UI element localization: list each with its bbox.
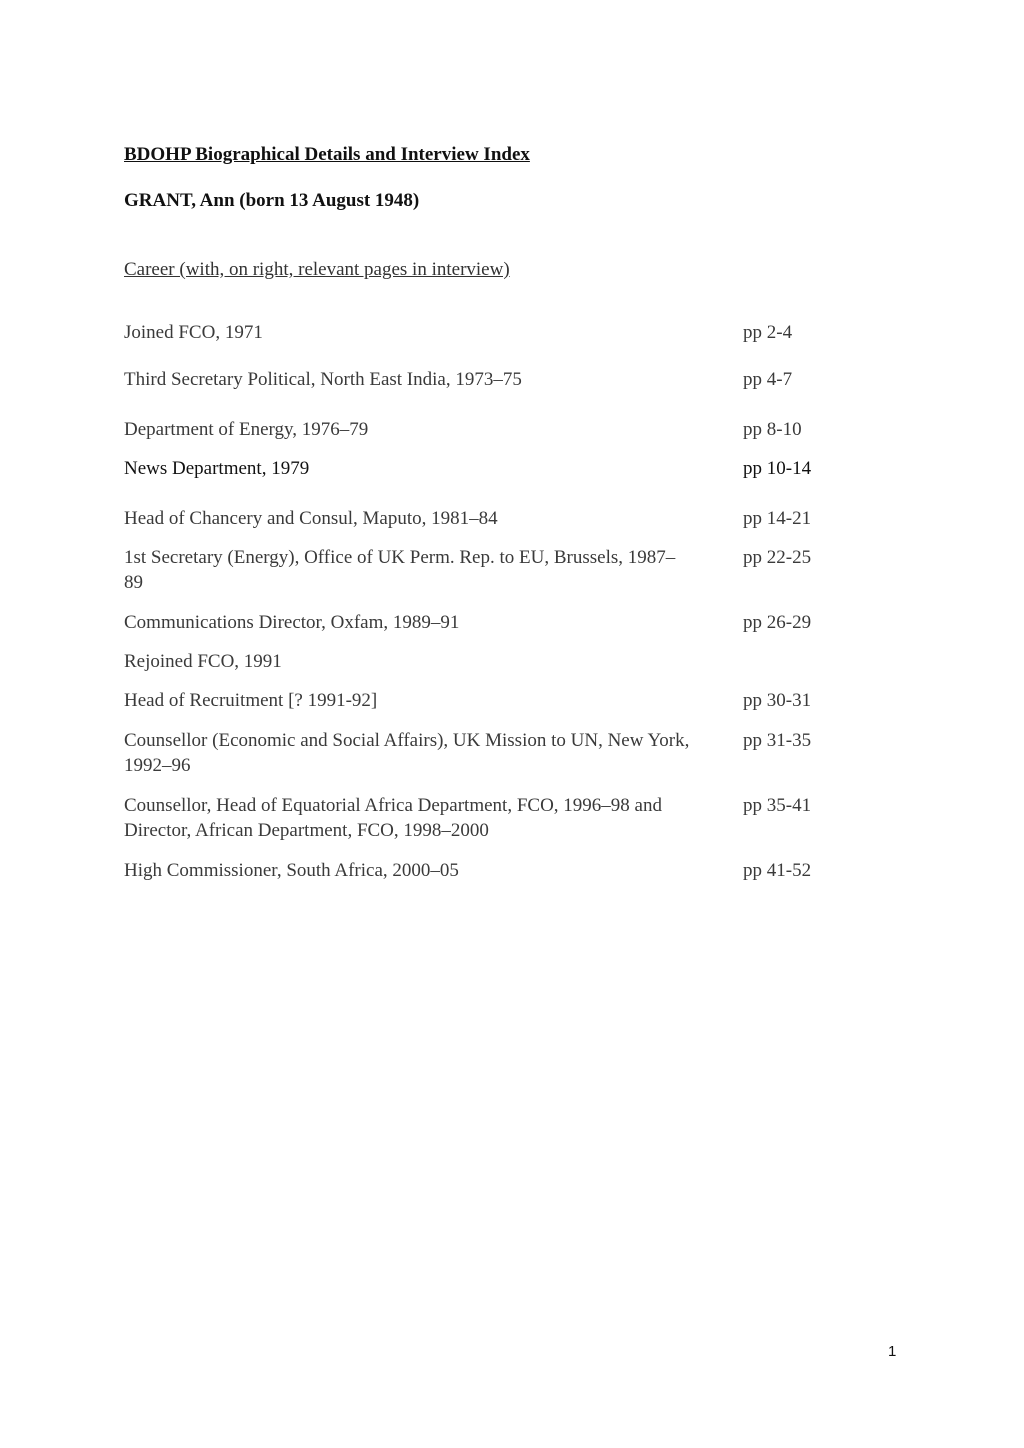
career-role: Rejoined FCO, 1991 (124, 651, 282, 672)
career-role: 1st Secretary (Energy), Office of UK Perm. Rep. to EU, Brussels, 1987–89 (124, 547, 676, 593)
page-number: 1 (888, 1343, 897, 1360)
career-pages: pp 14-21 (743, 508, 812, 529)
career-pages: pp 4-7 (743, 369, 793, 390)
person-name: GRANT, Ann (born 13 August 1948) (124, 190, 420, 211)
career-pages: pp 2-4 (743, 322, 793, 343)
career-role: Head of Recruitment [? 1991-92] (124, 690, 378, 711)
career-role: Joined FCO, 1971 (124, 322, 263, 343)
career-pages: pp 22-25 (743, 547, 812, 568)
career-pages: pp 30-31 (743, 690, 812, 711)
career-pages: pp 26-29 (743, 612, 812, 633)
career-pages: pp 41-52 (743, 860, 812, 881)
career-pages: pp 8-10 (743, 419, 802, 440)
career-pages: pp 35-41 (743, 795, 812, 816)
career-role: Department of Energy, 1976–79 (124, 419, 369, 440)
document-title: BDOHP Biographical Details and Interview Index (124, 144, 530, 165)
career-pages: pp 31-35 (743, 730, 812, 751)
career-role: Third Secretary Political, North East India, 1973–75 (124, 369, 522, 390)
career-role: High Commissioner, South Africa, 2000–05 (124, 860, 459, 881)
career-heading: Career (with, on right, relevant pages in interview) (124, 259, 510, 280)
career-role: Counsellor, Head of Equatorial Africa Department, FCO, 1996–98 and Director, African Department, FCO, 1998–2000 (124, 795, 662, 841)
career-pages: pp 10-14 (743, 458, 812, 479)
career-role: Counsellor (Economic and Social Affairs), UK Mission to UN, New York, 1992–96 (124, 730, 690, 776)
career-role: Communications Director, Oxfam, 1989–91 (124, 612, 460, 633)
career-role: News Department, 1979 (124, 458, 310, 479)
career-role: Head of Chancery and Consul, Maputo, 1981–84 (124, 508, 498, 529)
